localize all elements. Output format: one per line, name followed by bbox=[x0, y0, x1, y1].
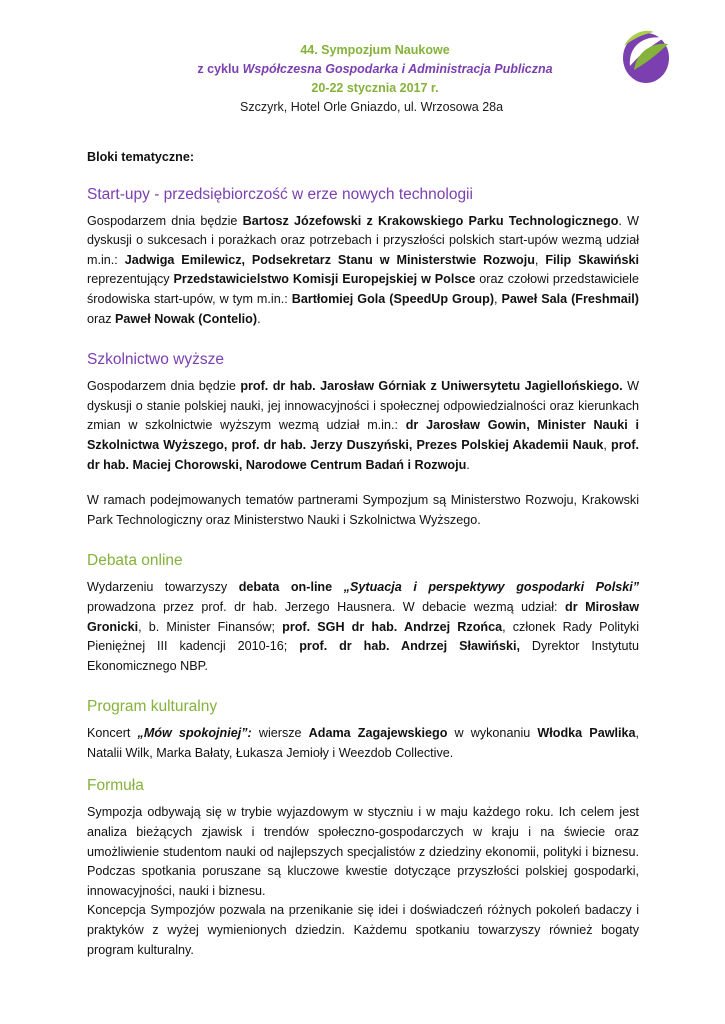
event-series: z cyklu Współczesna Gospodarka i Administracja Publiczna bbox=[197, 62, 553, 76]
heading-program: Program kulturalny bbox=[87, 698, 218, 716]
paragraph-program: Koncert „Mów spokojniej”: wiersze Adama Zagajewskiego w wykonaniu Włodka Pawlika, Natalii Wilk, Marka Bałaty, Łukasza Jemioły i Weezdob Collective. bbox=[87, 726, 640, 760]
event-date: 20-22 stycznia 2017 r. bbox=[311, 81, 439, 95]
paragraph-formula-1: Sympozja odbywają się w trybie wyjazdowym w styczniu i w maju każdego roku. Ich celem jest analiza bieżących zjawisk i trendów społeczno-gospodarczych w kraju i na świecie oraz umożliwienie studentom nauki od najlepszych specjalistów z dziedziny ekonomii, polityki i biznesu. Podczas spotkania poruszane są kluczowe kwestie dotyczące przyszłości polskiej gospodarki, innowacyjności, nauki i biznesu. bbox=[87, 805, 639, 898]
paragraph-formula-2: Koncepcja Sympozjów pozwala na przenikanie się idei i doświadczeń różnych pokoleń badaczy i praktyków z wyżej wymienionych dziedzin. Każdemu spotkaniu towarzyszy również bogaty program kulturalny. bbox=[87, 903, 639, 957]
heading-szkolnictwo: Szkolnictwo wyższe bbox=[87, 351, 224, 369]
event-title: 44. Sympozjum Naukowe bbox=[300, 43, 450, 57]
paragraph-startup: Gospodarzem dnia będzie Bartosz Józefowski z Krakowskiego Parku Technologicznego. W dyskusji o sukcesach i porażkach oraz potrzebach i przyszłości polskich start-upów wezmą udział m.in.: Jadwiga Emilewicz, Podsekretarz Stanu w Ministerstwie Rozwoju, Filip Skawiński reprezentujący Przedstawicielstwo Komisji Europejskiej w Polsce oraz czołowi przedstawiciele środowiska start-upów, w tym m.in.: Bartłomiej Gola (SpeedUp Group), Paweł Sala (Freshmail) oraz Paweł Nowak (Contelio). bbox=[87, 213, 639, 326]
paragraph-debata: Wydarzeniu towarzyszy debata on-line „Sytuacja i perspektywy gospodarki Polski” prowadzona przez prof. dr hab. Jerzego Hausnera. W debacie wezmą udział: dr Mirosław Gronicki, b. Minister Finansów; prof. SGH dr hab. Andrzej Rzońca, członek Rady Polityki Pieniężnej III kadencji 2010-16; prof. dr hab. Andrzej Sławiński, Dyrektor Instytutu Ekonomicznego NBP. bbox=[87, 580, 639, 673]
heading-debata: Debata online bbox=[87, 552, 183, 570]
document-body bbox=[87, 148, 639, 960]
symposium-logo-icon bbox=[620, 26, 672, 86]
heading-formula: Formuła bbox=[87, 777, 144, 795]
paragraph-szkolnictwo-2: W ramach podejmowanych tematów partnerami Sympozjum są Ministerstwo Rozwoju, Krakowski Park Technologiczny oraz Ministerstwo Nauki i Szkolnictwa Wyższego. bbox=[87, 493, 639, 527]
paragraph-szkolnictwo-1: Gospodarzem dnia będzie prof. dr hab. Jarosław Górniak z Uniwersytetu Jagiellońskiego. W dyskusji o stanie polskiej nauki, jej innowacyjności i społecznej odpowiedzialności oraz kierunkach zmian w szkolnictwie wyższym wezmą udział m.in.: dr Jarosław Gowin, Minister Nauki i Szkolnictwa Wyższego, prof. dr hab. Jerzy Duszyński, Prezes Polskiej Akademii Nauk, prof. dr hab. Maciej Chorowski, Narodowe Centrum Badań i Rozwoju. bbox=[87, 379, 640, 472]
section-intro-label: Bloki tematyczne: bbox=[87, 150, 195, 164]
heading-startup: Start-upy - przedsiębiorczość w erze nowych technologii bbox=[87, 185, 473, 203]
event-header bbox=[140, 41, 610, 117]
event-location: Szczyrk, Hotel Orle Gniazdo, ul. Wrzosowa 28a bbox=[240, 100, 504, 114]
